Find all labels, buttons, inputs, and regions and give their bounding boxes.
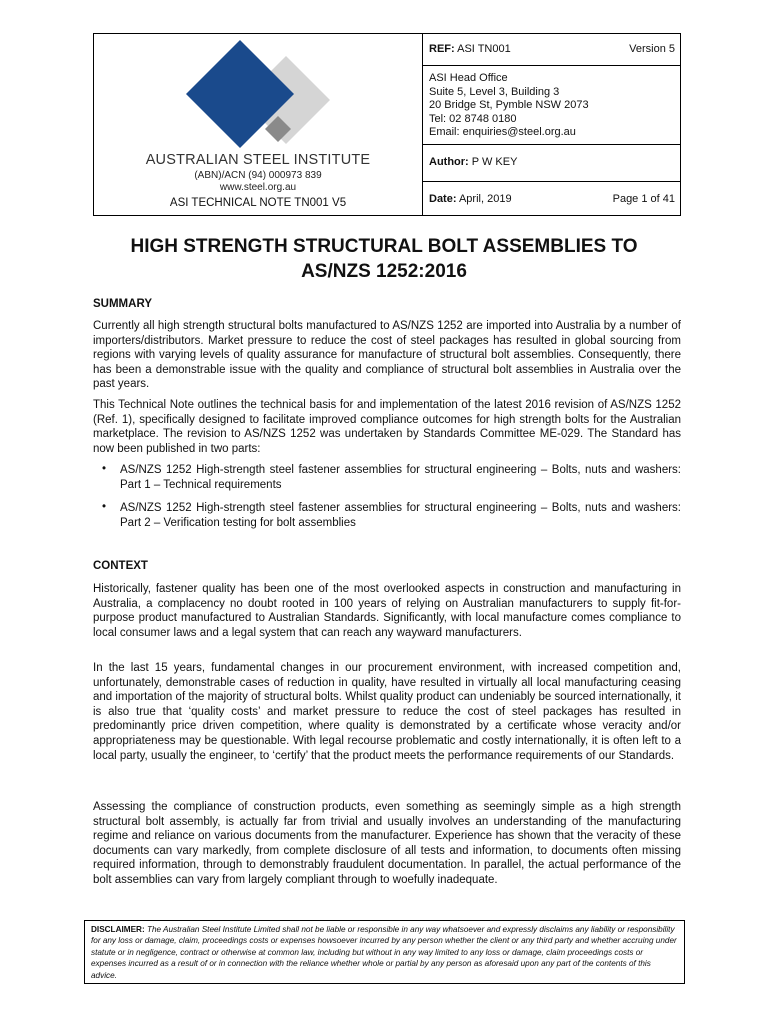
author-label: Author:	[429, 156, 469, 168]
document-title	[60, 234, 708, 284]
bullet-dot-icon: •	[102, 463, 107, 475]
bullet-item	[102, 501, 681, 530]
disclaimer-label: DISCLAIMER:	[91, 925, 145, 934]
bullet-dot-icon: •	[102, 501, 107, 513]
date-cell	[423, 182, 680, 215]
ref-cell	[423, 34, 680, 66]
context-paragraph-3: Assessing the compliance of construction products, even something as seemingly simple as a high strength structural bolt assembly, is actually far from trivial and usually involves an understanding of the manufacturing regime and reliance on various documents from the manufacturer. Experience has shown that the veracity of these documents can vary markedly, from complete disclosure of all tests and information, to documents often missing required information, through to demonstrably fraudulent documentation. In parallel, the actual performance of the bolt assemblies can vary from largely compliant through to woefully inadequate.	[93, 801, 681, 886]
context-heading: CONTEXT	[93, 560, 148, 572]
bullet-item	[102, 463, 681, 492]
version: Version 5	[629, 43, 675, 55]
bullet-text: AS/NZS 1252 High-strength steel fastener assemblies for structural engineering – Bolts, nuts and washers: Part 1 – Technical requirements	[120, 464, 681, 491]
disclaimer-text: The Australian Steel Institute Limited shall not be liable or responsible in any way whatsoever and expressly disclaims any liability or responsibility for any loss or damage, claim, proceedings costs or expenses howsoever incurred by any person whether the client or any third party and whether accruing under statute or in negligence, contract or otherwise at common law, including but without in any way limited to any loss or damage, claim proceedings costs or expenses incurred as a result of or in connection with the reliance whether whole or partial by any person as aforesaid upon any part of the contents of this advice.	[91, 925, 677, 980]
address-line: 20 Bridge St, Pymble NSW 2073	[429, 99, 589, 111]
document-header	[93, 33, 681, 216]
abn-line: (ABN)/ACN (94) 000973 839	[194, 170, 322, 181]
bullet-text: AS/NZS 1252 High-strength steel fastener assemblies for structural engineering – Bolts, nuts and washers: Part 2 – Verification testing for bolt assemblies	[120, 502, 681, 529]
context-paragraph-1: Historically, fastener quality has been one of the most overlooked aspects in construction and manufacturing in Australia, a complacency no doubt rooted in 100 years of relying on Australian manufacturers to supply fit-for-purpose product manufactured to Australian Standards. Significantly, with local manufacture comes compliance to local consumer laws and a legal system that can reach any wayward manufacturers.	[93, 583, 681, 639]
date-value: April, 2019	[458, 193, 512, 205]
address-cell	[423, 66, 680, 145]
asi-logo-icon	[174, 38, 344, 150]
technical-note-line: ASI TECHNICAL NOTE TN001 V5	[169, 197, 347, 209]
title-line-1: HIGH STRENGTH STRUCTURAL BOLT ASSEMBLIES TO	[130, 236, 638, 257]
address-line: ASI Head Office	[429, 72, 508, 84]
disclaimer-box	[84, 920, 685, 984]
ref-label: REF:	[429, 43, 455, 55]
website-line: www.steel.org.au	[219, 182, 297, 193]
address-line: Suite 5, Level 3, Building 3	[429, 85, 560, 98]
author-value: P W KEY	[471, 156, 518, 168]
organization-name: AUSTRALIAN STEEL INSTITUTE	[145, 152, 371, 168]
summary-heading: SUMMARY	[93, 298, 152, 310]
email-line: Email: enquiries@steel.org.au	[429, 126, 576, 138]
title-line-2: AS/NZS 1252:2016	[301, 261, 467, 282]
page-number: Page 1 of 41	[612, 193, 675, 205]
author-cell	[423, 145, 680, 182]
date-label: Date:	[429, 193, 457, 205]
ref-value: ASI TN001	[457, 43, 511, 55]
summary-paragraph-1: Currently all high strength structural bolts manufactured to AS/NZS 1252 are imported into Australia by a number of importers/distributors. Market pressure to reduce the cost of steel packages has resulted in global sourcing from regions with varying levels of quality assurance for manufacture of structural bolt assemblies. Consequently, there has been a demonstrable issue with the quality and compliance of structural bolt assemblies in Australia over the past years.	[93, 320, 681, 391]
logo-cell	[94, 34, 423, 215]
telephone-line: Tel: 02 8748 0180	[429, 112, 517, 125]
summary-paragraph-2: This Technical Note outlines the technical basis for and implementation of the latest 2016 revision of AS/NZS 1252 (Ref. 1), specifically designed to facilitate improved compliance outcomes for high strength bolts for the Australian marketplace. The revision to AS/NZS 1252 was undertaken by Standards Committee ME-029. The Standard has now been published in two parts:	[93, 399, 681, 455]
context-paragraph-2: In the last 15 years, fundamental changes in our procurement environment, with increased competition and, unfortunately, demonstrable cases of reduction in quality, have resulted in virtually all local manufacturing ceasing and importation of the majority of structural bolts. Whilst quality product can undeniably be sourced internationally, it is also true that ‘quality costs’ and market pressure to reduce the cost of steel packages has resulted in predominantly price driven competition, where quality is demonstrated by a certificate whose veracity and/or appropriateness may be questionable. With legal recourse problematic and costly internationally, it is often left to a local party, usually the engineer, to ‘certify’ that the product meets the performance requirements of our Standards.	[93, 662, 681, 762]
